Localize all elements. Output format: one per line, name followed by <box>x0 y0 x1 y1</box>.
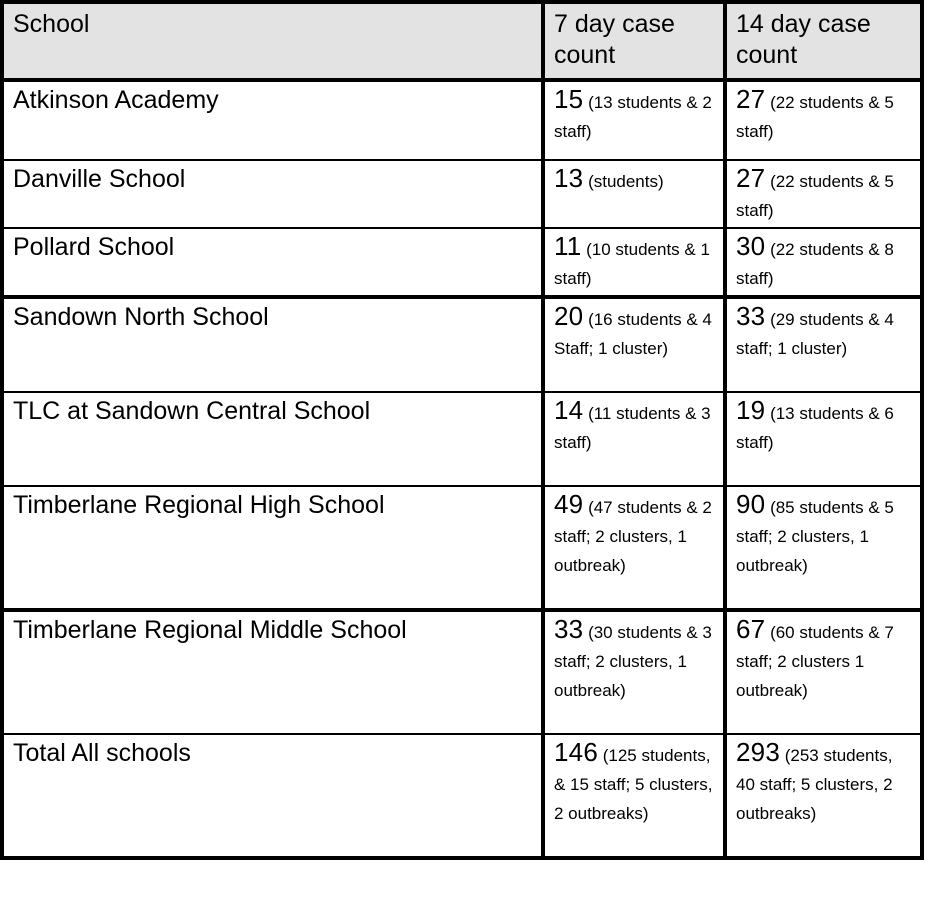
count-detail: (60 students & 7 staff; 2 clusters 1 outbreak) <box>736 623 894 700</box>
cell-7-day-case-count <box>543 392 725 486</box>
count-value: 13 <box>554 163 584 193</box>
count-detail: (22 students & 8 staff) <box>736 240 894 288</box>
cell-7-day-case-count <box>543 228 725 297</box>
cell-school-name: Sandown North School <box>2 297 543 392</box>
cell-14-day-case-count <box>725 734 922 858</box>
count-detail: (47 students & 2 staff; 2 clusters, 1 outbreak) <box>554 498 712 575</box>
table-body <box>2 80 922 858</box>
count-detail: (13 students & 2 staff) <box>554 93 712 141</box>
count-value: 33 <box>554 614 584 644</box>
cell-14-day-case-count <box>725 80 922 160</box>
header-row <box>2 2 922 80</box>
table-row <box>2 297 922 392</box>
cell-school-name: Total All schools <box>2 734 543 858</box>
cell-7-day-case-count <box>543 297 725 392</box>
count-value: 49 <box>554 489 584 519</box>
column-header-14-day-case-count: 14 day case count <box>725 2 922 80</box>
cell-14-day-case-count <box>725 610 922 734</box>
count-detail: (29 students & 4 staff; 1 cluster) <box>736 310 894 358</box>
cell-school-name: Danville School <box>2 160 543 228</box>
table-row <box>2 80 922 160</box>
count-detail: (30 students & 3 staff; 2 clusters, 1 outbreak) <box>554 623 712 700</box>
count-value: 19 <box>736 395 766 425</box>
table-row <box>2 228 922 297</box>
count-detail: (22 students & 5 staff) <box>736 172 894 220</box>
count-value: 20 <box>554 301 584 331</box>
table-row <box>2 486 922 610</box>
count-value: 67 <box>736 614 766 644</box>
cell-7-day-case-count <box>543 160 725 228</box>
count-detail: (10 students & 1 staff) <box>554 240 710 288</box>
count-detail: (13 students & 6 staff) <box>736 404 894 452</box>
cell-school-name: Timberlane Regional Middle School <box>2 610 543 734</box>
count-detail: (students) <box>588 172 664 191</box>
cell-14-day-case-count <box>725 392 922 486</box>
cell-school-name: Atkinson Academy <box>2 80 543 160</box>
count-value: 14 <box>554 395 584 425</box>
count-value: 15 <box>554 84 584 114</box>
cell-14-day-case-count <box>725 297 922 392</box>
count-detail: (16 students & 4 Staff; 1 cluster) <box>554 310 712 358</box>
count-detail: (85 students & 5 staff; 2 clusters, 1 outbreak) <box>736 498 894 575</box>
column-header-7-day-case-count: 7 day case count <box>543 2 725 80</box>
cell-14-day-case-count <box>725 228 922 297</box>
table-header <box>2 2 922 80</box>
cell-school-name: TLC at Sandown Central School <box>2 392 543 486</box>
cell-7-day-case-count <box>543 80 725 160</box>
count-value: 90 <box>736 489 766 519</box>
count-value: 27 <box>736 84 766 114</box>
count-value: 11 <box>554 231 582 261</box>
cell-7-day-case-count <box>543 610 725 734</box>
count-detail: (11 students & 3 staff) <box>554 404 711 452</box>
cell-7-day-case-count <box>543 734 725 858</box>
table-row <box>2 160 922 228</box>
cell-7-day-case-count <box>543 486 725 610</box>
table-row <box>2 610 922 734</box>
count-value: 27 <box>736 163 766 193</box>
cell-14-day-case-count <box>725 486 922 610</box>
count-value: 146 <box>554 737 598 767</box>
column-header-school: School <box>2 2 543 80</box>
table-row <box>2 392 922 486</box>
cell-school-name: Pollard School <box>2 228 543 297</box>
count-value: 33 <box>736 301 766 331</box>
count-detail: (125 students, & 15 staff; 5 clusters, 2 outbreaks) <box>554 746 713 823</box>
count-value: 293 <box>736 737 780 767</box>
cell-14-day-case-count <box>725 160 922 228</box>
count-detail: (22 students & 5 staff) <box>736 93 894 141</box>
cell-school-name: Timberlane Regional High School <box>2 486 543 610</box>
table-row-total <box>2 734 922 858</box>
count-value: 30 <box>736 231 766 261</box>
count-detail: (253 students, 40 staff; 5 clusters, 2 outbreaks) <box>736 746 893 823</box>
